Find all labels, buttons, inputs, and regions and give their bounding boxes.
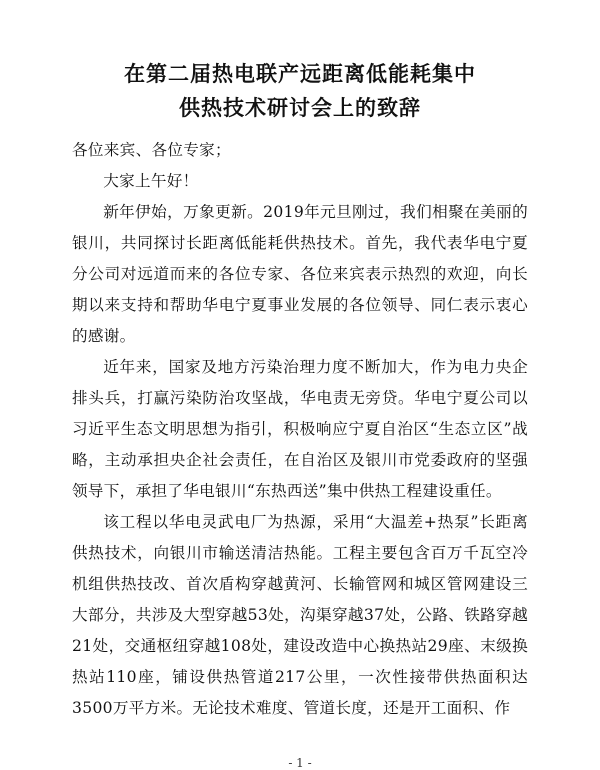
salutation: 各位来宾、各位专家； [72, 141, 231, 159]
greeting: 大家上午好！ [103, 172, 199, 190]
title-line-1: 在第二届热电联产远距离低能耗集中 [124, 62, 476, 86]
speech-body [72, 135, 528, 724]
paragraph: 新年伊始，万象更新。2019年元旦刚过，我们相聚在美丽的银川，共同探讨长距离低能耗供热技术。首先，我代表华电宁夏分公司对远道而来的各位专家、各位来宾表示热烈的欢迎，向长期以来支持和帮助华电宁夏事业发展的各位领导、同仁表示衷心的感谢。 [72, 203, 528, 345]
page-number: - 1 - [288, 756, 312, 770]
paragraph: 近年来，国家及地方污染治理力度不断加大，作为电力央企排头兵，打赢污染防治攻坚战，华电责无旁贷。华电宁夏公司以习近平生态文明思想为指引，积极响应宁夏自治区“生态立区”战略，主动承担央企社会责任，在自治区及银川市党委政府的坚强领导下，承担了华电银川“东热西送”集中供热工程建设重任。 [72, 358, 528, 500]
paragraph: 该工程以华电灵武电厂为热源，采用“大温差+热泵”长距离供热技术，向银川市输送清洁热能。工程主要包含百万千瓦空冷机组供热技改、首次盾构穿越黄河、长输管网和城区管网建设三大部分，共涉及大型穿越53处，沟渠穿越37处，公路、铁路穿越21处，交通枢纽穿越108处，建设改造中心换热站29座、末级换热站110座，铺设供热管道217公里，一次性接带供热面积达3500万平方米。无论技术难度、管道长度，还是开工面积、作 [72, 513, 528, 717]
title-line-2: 供热技术研讨会上的致辞 [179, 96, 421, 120]
